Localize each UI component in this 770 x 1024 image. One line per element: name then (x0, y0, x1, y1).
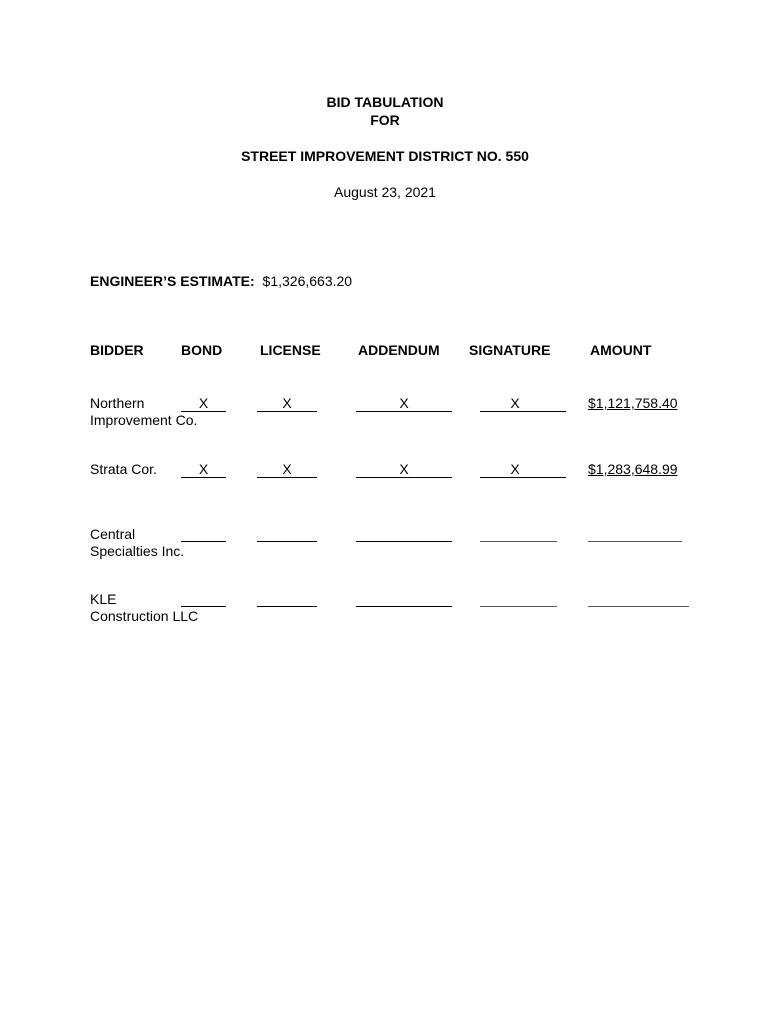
header-amount: AMOUNT (590, 342, 652, 358)
estimate-value: $1,326,663.20 (262, 273, 353, 289)
signature-line (480, 541, 557, 542)
bidder-name-line-2: Construction LLC (90, 608, 199, 624)
signature-line (480, 606, 557, 607)
engineers-estimate (90, 273, 352, 289)
license-line (257, 541, 317, 542)
estimate-label: ENGINEER’S ESTIMATE: (90, 273, 255, 289)
bidder-name-line-1: Central (90, 526, 136, 542)
bidder-name (90, 526, 184, 560)
bid-amount: $1,283,648.99 (588, 461, 678, 477)
bidder-name-line-2: Specialties Inc. (90, 543, 185, 559)
addendum-line (356, 541, 452, 542)
bond-line (181, 541, 226, 542)
addendum-mark: X (399, 395, 409, 411)
bond-line (181, 477, 226, 478)
document-date: August 23, 2021 (334, 184, 436, 200)
header-addendum: ADDENDUM (358, 342, 440, 358)
signature-mark: X (510, 461, 520, 477)
license-mark: X (282, 395, 292, 411)
bidder-name-line-1: KLE (90, 591, 117, 607)
signature-line (480, 477, 566, 478)
amount-line (588, 606, 689, 607)
amount-line (588, 541, 682, 542)
signature-mark: X (510, 395, 520, 411)
license-mark: X (282, 461, 292, 477)
title-line-3: STREET IMPROVEMENT DISTRICT NO. 550 (241, 148, 529, 164)
title-line-1: BID TABULATION (326, 94, 444, 110)
bond-mark: X (198, 395, 209, 411)
bond-line (181, 411, 226, 412)
bidder-name-line-2: Improvement Co. (90, 412, 198, 428)
bid-amount: $1,121,758.40 (588, 395, 678, 411)
header-license: LICENSE (260, 342, 321, 358)
header-bond: BOND (181, 342, 223, 358)
bidder-name (90, 591, 198, 625)
bond-mark: X (198, 461, 209, 477)
bond-line (181, 606, 226, 607)
title-line-2: FOR (370, 112, 400, 128)
header-bidder: BIDDER (90, 342, 144, 358)
addendum-line (356, 477, 452, 478)
header-signature: SIGNATURE (469, 342, 551, 358)
signature-line (480, 411, 566, 412)
addendum-line (356, 411, 452, 412)
license-line (257, 411, 317, 412)
bidder-name (90, 461, 157, 478)
license-line (257, 477, 317, 478)
license-line (257, 606, 317, 607)
addendum-line (356, 606, 452, 607)
bidder-name-line-1: Northern (90, 395, 145, 411)
addendum-mark: X (399, 461, 409, 477)
bidder-name-line-1: Strata Cor. (90, 461, 157, 477)
